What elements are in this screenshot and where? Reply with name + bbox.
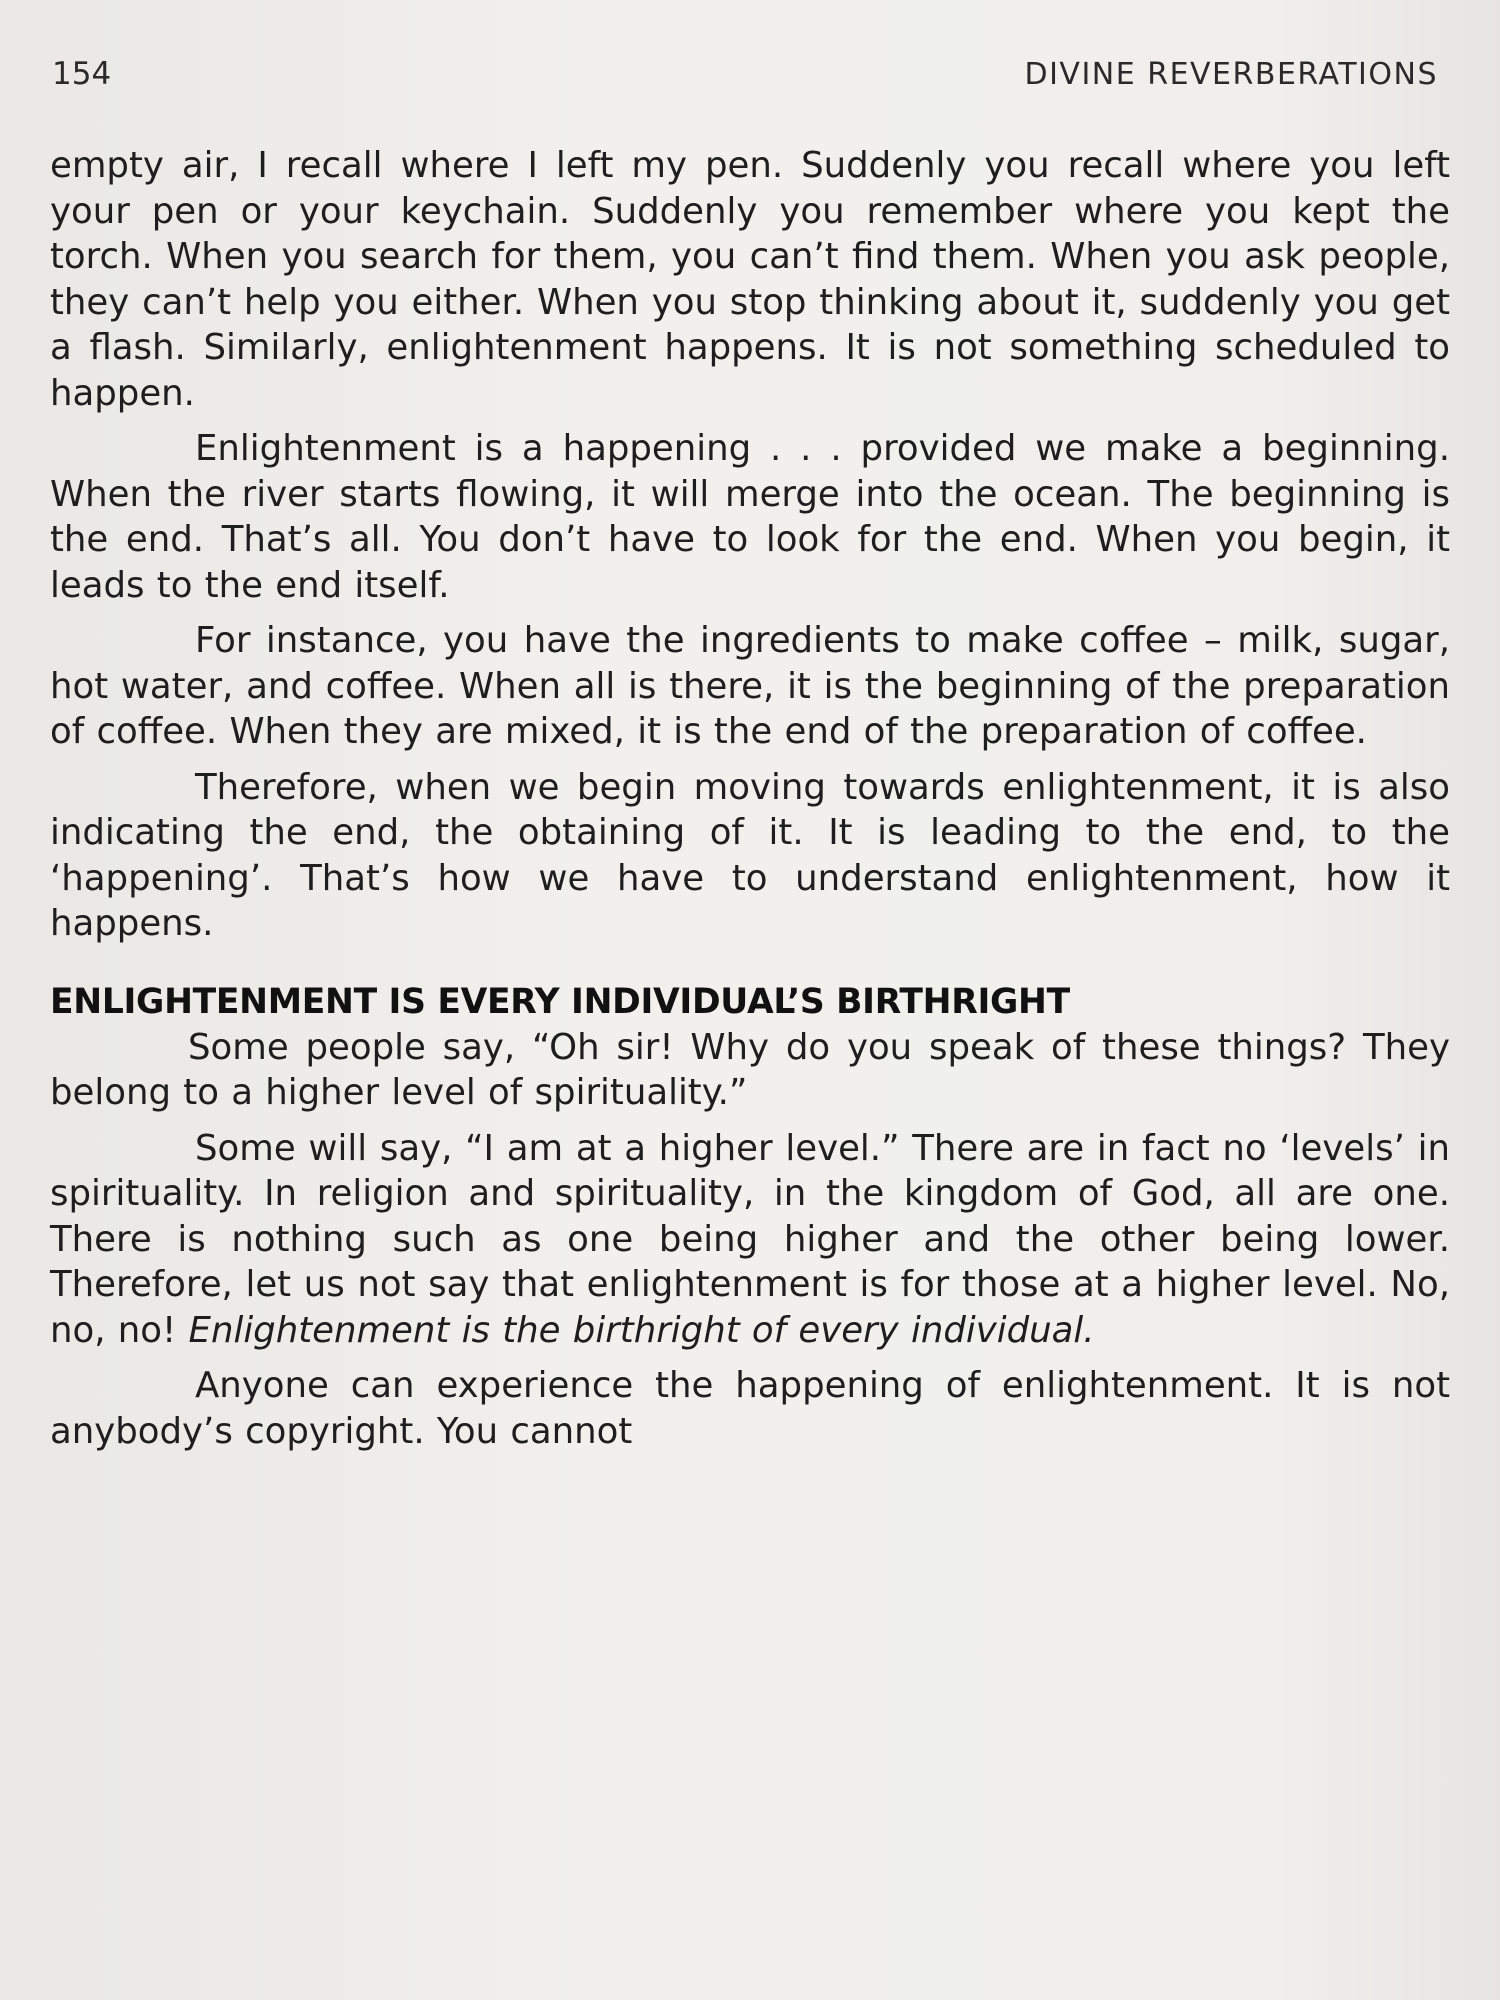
- body-paragraph: For instance, you have the ingredients to make coffee – milk, sugar, hot water, and coffee. When all is there, it is the beginning of the preparation of coffee. When they are mixed, it is the end of the preparation of coffee.: [50, 620, 1450, 752]
- body-paragraph: Enlightenment is a happening . . . provided we make a beginning. When the river starts flowing, it will merge into the ocean. The beginning is the end. That’s all. You don’t have to look for the end. When you begin, it leads to the end itself.: [50, 428, 1450, 606]
- page-number: 154: [52, 56, 112, 92]
- body-paragraph: empty air, I recall where I left my pen. Suddenly you recall where you left your pen or your keychain. Suddenly you remember where you kept the torch. When you search for them, you can’t find them. When you ask people, they can’t help you either. When you stop thinking about it, suddenly you get a flash. Similarly, enlightenment happens. It is not something scheduled to happen.: [50, 145, 1450, 414]
- section-heading: ENLIGHTENMENT IS EVERY INDIVIDUAL’S BIRTHRIGHT: [50, 981, 1070, 1022]
- emphasized-text: Enlightenment is the birthright of every individual.: [188, 1309, 1095, 1351]
- body-paragraph: Anyone can experience the happening of enlightenment. It is not anybody’s copyright. You cannot: [50, 1365, 1450, 1452]
- body-paragraph: [50, 1126, 1450, 1354]
- paragraph-text: Some will say, “I am at a higher level.” There are in fact no ‘levels’ in spirituality. In religion and spirituality, in the kingdom of God, all are one. There is nothing such as one being higher and the other being lower. Therefore, let us not say that enlightenment is for those at a higher level. No, no, no!: [50, 1127, 1450, 1351]
- book-title: DIVINE REVERBERATIONS: [1024, 56, 1438, 92]
- body-paragraph: Some people say, “Oh sir! Why do you speak of these things? They belong to a higher level of spirituality.”: [50, 1026, 1450, 1113]
- page-body: [50, 143, 1450, 1454]
- body-paragraph: Therefore, when we begin moving towards enlightenment, it is also indicating the end, the obtaining of it. It is leading to the end, to the ‘happening’. That’s how we have to understand enlightenment, how it happens.: [50, 766, 1450, 944]
- running-header: [52, 52, 1438, 96]
